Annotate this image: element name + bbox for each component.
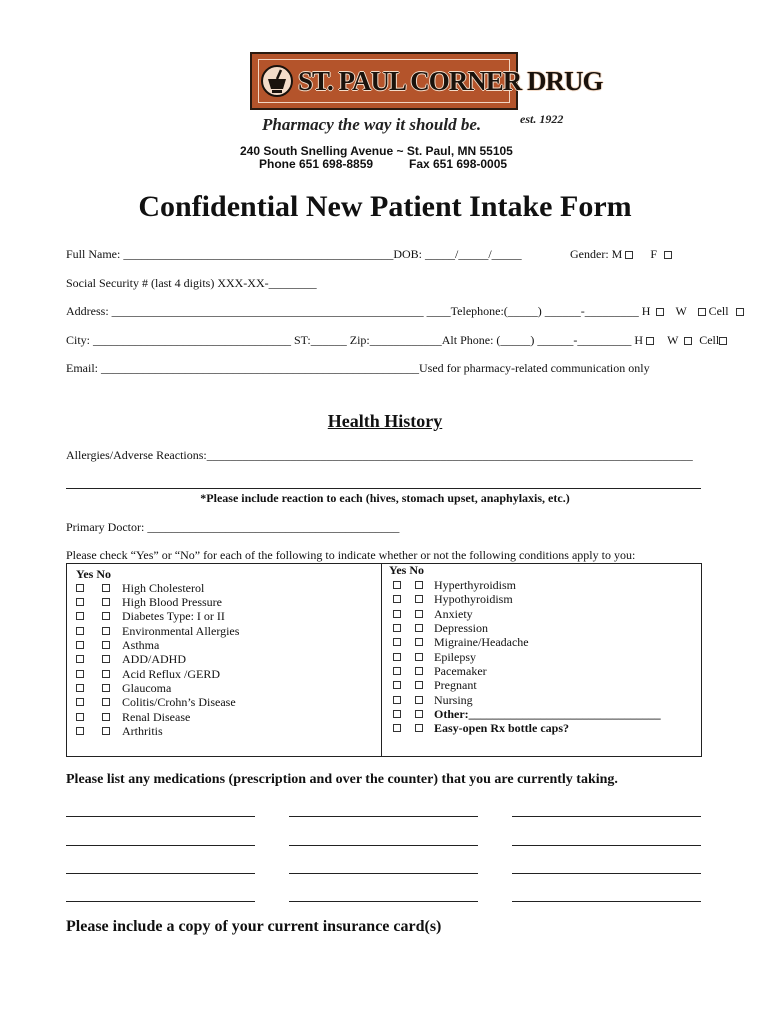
condition-label: High Cholesterol [122,581,205,595]
city-alt-phone-field [66,333,727,347]
mortar-pestle-icon [260,64,294,98]
alt-phone-work-checkbox[interactable] [684,337,692,345]
telephone-cell-checkbox[interactable] [736,308,744,316]
yes-checkbox[interactable] [393,653,401,661]
condition-label: Epilepsy [434,650,476,664]
ssn-field[interactable]: Social Security # (last 4 digits) XXX-XX-________ [66,276,317,290]
no-checkbox[interactable] [102,641,110,649]
yes-checkbox[interactable] [393,581,401,589]
alt-phone-work-label: W [667,333,679,347]
gender-label: Gender: M [570,247,623,261]
condition-label: ADD/ADHD [122,652,186,666]
gender-m-checkbox[interactable] [625,251,633,259]
yes-checkbox[interactable] [76,727,84,735]
telephone-home-checkbox[interactable] [656,308,664,316]
no-checkbox[interactable] [102,698,110,706]
no-checkbox[interactable] [415,638,423,646]
conditions-divider [381,563,382,757]
gender-field [570,247,672,261]
medication-line[interactable] [66,816,255,817]
telephone-work-label: W [675,304,687,318]
condition-label: Colitis/Crohn’s Disease [122,695,236,709]
yes-checkbox[interactable] [393,710,401,718]
condition-label: Easy-open Rx bottle caps? [434,721,570,735]
yes-checkbox[interactable] [76,684,84,692]
yes-checkbox[interactable] [393,724,401,732]
no-checkbox[interactable] [102,584,110,592]
pharmacy-address: 240 South Snelling Avenue ~ St. Paul, MN 55105 [240,144,513,158]
condition-label: Hyperthyroidism [434,578,516,592]
medication-line[interactable] [512,845,701,846]
medication-line[interactable] [512,873,701,874]
pharmacy-name: ST. PAUL CORNER DRUG [298,66,603,96]
city-alt-phone-text[interactable]: City: _________________________________ ST:______ Zip:____________Alt Phone: (_____) ______-_________ H [66,333,644,347]
no-checkbox[interactable] [102,727,110,735]
no-checkbox[interactable] [102,627,110,635]
yes-checkbox[interactable] [393,595,401,603]
yes-checkbox[interactable] [76,584,84,592]
no-checkbox[interactable] [102,684,110,692]
yes-checkbox[interactable] [393,696,401,704]
yes-checkbox[interactable] [393,624,401,632]
telephone-cell-label: Cell [708,304,729,318]
pharmacy-fax: Fax 651 698-0005 [409,157,508,171]
no-checkbox[interactable] [415,595,423,603]
condition-label: Diabetes Type: I or II [122,609,225,623]
condition-label: Asthma [122,638,160,652]
no-checkbox[interactable] [415,610,423,618]
yes-checkbox[interactable] [76,655,84,663]
no-checkbox[interactable] [102,598,110,606]
medication-line[interactable] [289,901,478,902]
address-telephone-text[interactable]: Address: ____________________________________________________ ____Telephone:(_____) ______-_________ H [66,304,651,318]
no-checkbox[interactable] [415,724,423,732]
allergies-field[interactable]: Allergies/Adverse Reactions:_________________________________________________________________________________ [66,448,693,462]
primary-doctor-field[interactable]: Primary Doctor: __________________________________________ [66,520,400,534]
no-checkbox[interactable] [415,624,423,632]
yes-checkbox[interactable] [76,670,84,678]
alt-phone-cell-checkbox[interactable] [719,337,727,345]
no-checkbox[interactable] [415,710,423,718]
condition-label: Renal Disease [122,710,191,724]
form-title: Confidential New Patient Intake Form [138,190,632,223]
condition-label: Glaucoma [122,681,172,695]
alt-phone-cell-label: Cell [699,333,720,347]
email-field[interactable]: Email: _____________________________________________________Used for pharmacy-related communication only [66,361,650,375]
allergies-line-2[interactable] [66,488,701,489]
no-checkbox[interactable] [415,581,423,589]
yes-checkbox[interactable] [393,681,401,689]
yes-checkbox[interactable] [76,698,84,706]
no-checkbox[interactable] [415,653,423,661]
medication-line[interactable] [289,816,478,817]
condition-label: Pregnant [434,678,477,692]
no-checkbox[interactable] [102,655,110,663]
no-checkbox[interactable] [415,696,423,704]
condition-label: Anxiety [434,607,473,621]
pharmacy-phone: Phone 651 698-8859 [259,157,374,171]
medication-line[interactable] [66,901,255,902]
address-telephone-field [66,304,744,318]
no-checkbox[interactable] [415,667,423,675]
health-history-heading: Health History [327,411,443,431]
no-checkbox[interactable] [102,670,110,678]
no-checkbox[interactable] [415,681,423,689]
pharmacy-logo [250,52,603,114]
established-year: est. 1922 [520,112,564,126]
medication-line[interactable] [66,873,255,874]
condition-label: Arthritis [122,724,163,738]
yes-checkbox[interactable] [76,598,84,606]
yes-checkbox[interactable] [76,612,84,620]
condition-label-other[interactable]: Other:________________________________ [434,707,661,721]
conditions-instructions: Please check “Yes” or “No” for each of the following to indicate whether or not the following conditions apply to you: [66,548,636,562]
full-name-dob-field[interactable]: Full Name: _____________________________________________DOB: _____/_____/_____ [66,247,522,261]
medication-line[interactable] [512,816,701,817]
condition-label: Hypothyroidism [434,592,513,606]
yes-checkbox[interactable] [393,667,401,675]
right-yes-no-header: Yes No [389,563,424,577]
telephone-work-checkbox[interactable] [698,308,706,316]
yes-checkbox[interactable] [393,638,401,646]
yes-checkbox[interactable] [76,713,84,721]
insurance-heading: Please include a copy of your current insurance card(s) [66,918,442,935]
logo-banner [250,52,603,110]
condition-label: Pacemaker [434,664,487,678]
medications-heading: Please list any medications (prescription and over the counter) that you are currently taking. [66,772,618,787]
condition-label: Environmental Allergies [122,624,240,638]
medication-line[interactable] [289,873,478,874]
alt-phone-home-checkbox[interactable] [646,337,654,345]
yes-checkbox[interactable] [393,610,401,618]
medication-line[interactable] [512,901,701,902]
medication-line[interactable] [289,845,478,846]
gender-f-label: F [650,247,658,261]
condition-label: Depression [434,621,488,635]
condition-label: Nursing [434,693,473,707]
condition-label: Acid Reflux /GERD [122,667,220,681]
condition-label: High Blood Pressure [122,595,222,609]
medication-line[interactable] [66,845,255,846]
yes-checkbox[interactable] [76,641,84,649]
allergy-note: *Please include reaction to each (hives, stomach upset, anaphylaxis, etc.) [200,491,570,505]
pharmacy-tagline: Pharmacy the way it should be. [262,115,482,134]
yes-checkbox[interactable] [76,627,84,635]
no-checkbox[interactable] [102,612,110,620]
gender-f-checkbox[interactable] [664,251,672,259]
no-checkbox[interactable] [102,713,110,721]
condition-label: Migraine/Headache [434,635,529,649]
left-yes-no-header: Yes No [76,567,111,581]
